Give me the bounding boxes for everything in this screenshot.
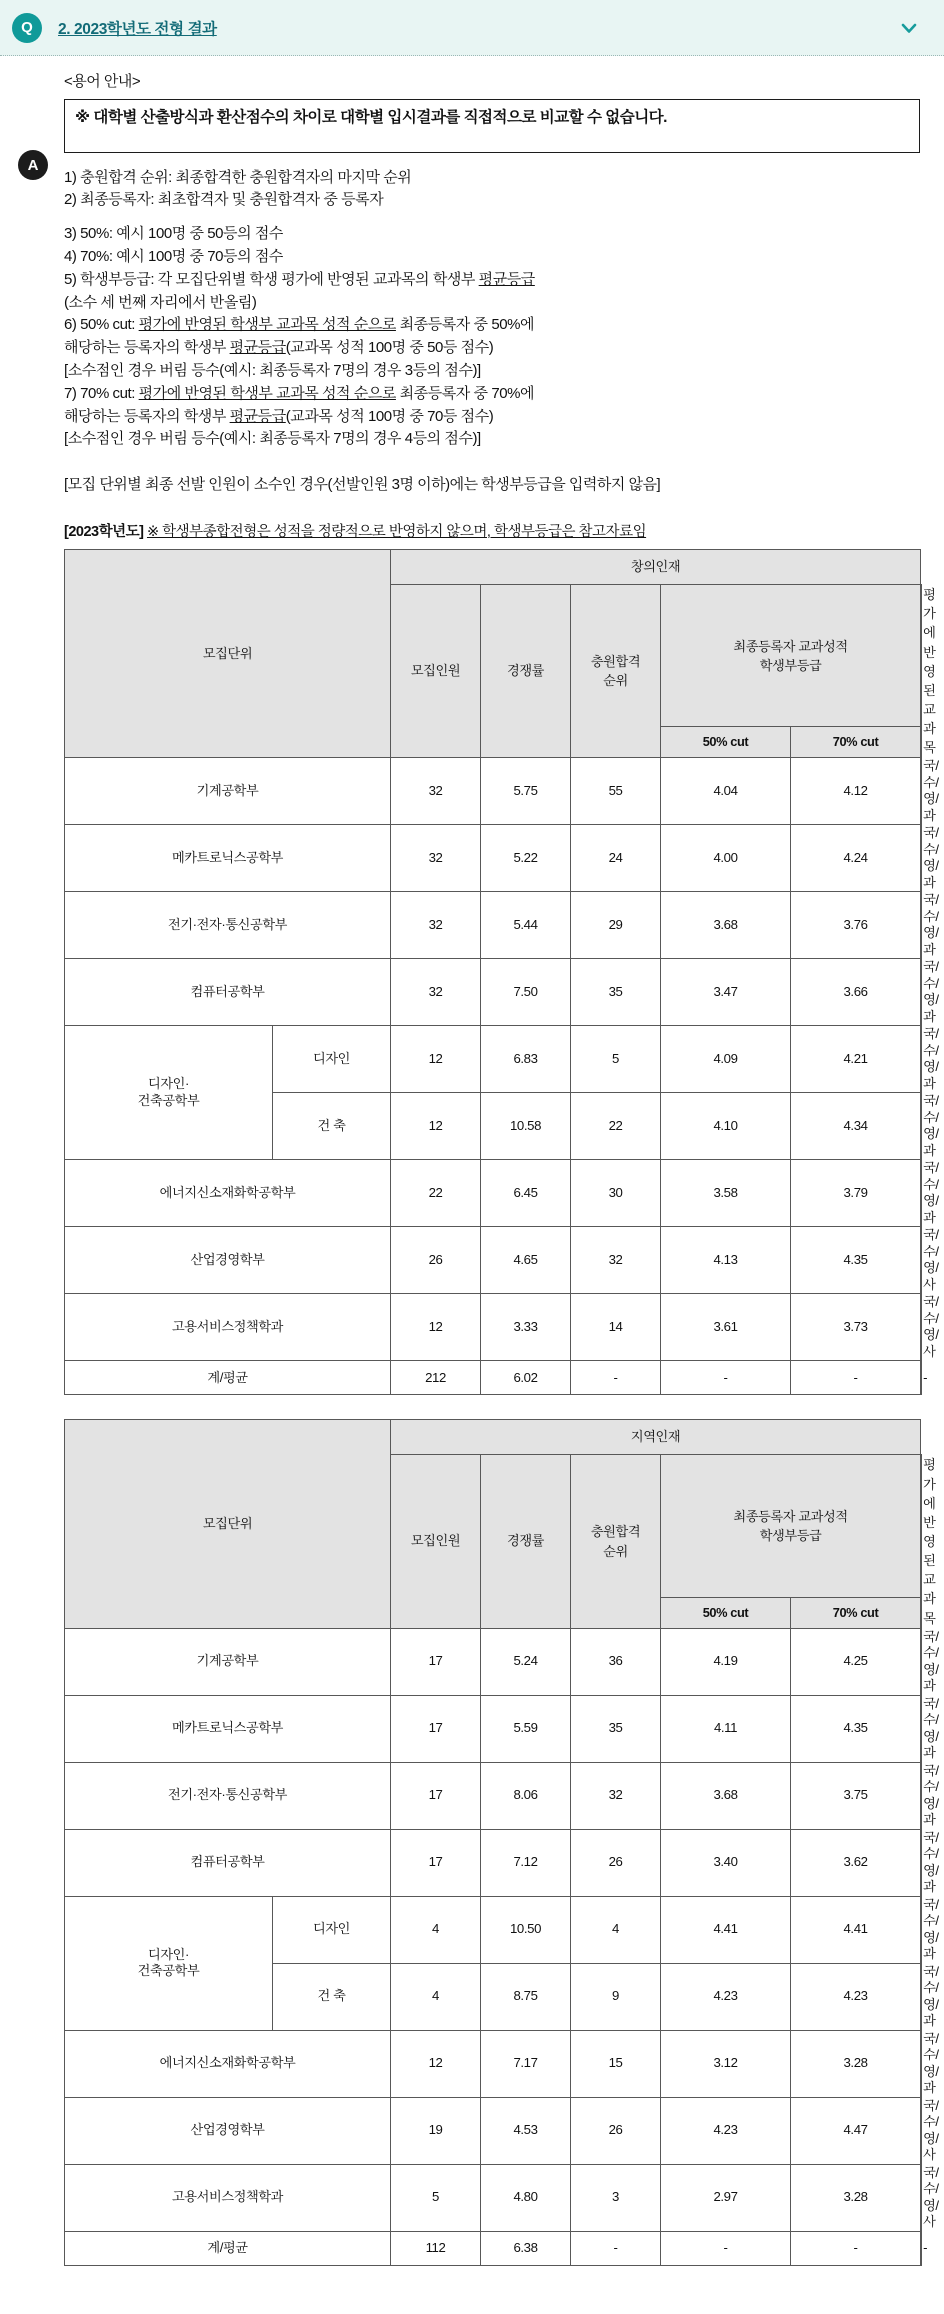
header-waitlist-rank: 충원합격 순위 (571, 585, 661, 758)
table-total-row (65, 1361, 922, 1395)
cell-subjects: 국/수/영/사 (923, 1294, 939, 1359)
definition-7-cont (64, 406, 920, 429)
cell-quota: 4 (391, 1963, 481, 2030)
header-track-name: 창의인재 (391, 550, 921, 585)
cell-competition: 4.53 (481, 2097, 571, 2164)
definition-7-prefix: 7) 70% cut: (64, 384, 139, 402)
table-body (65, 758, 939, 1395)
definition-item-7 (64, 383, 920, 406)
cell-cut50: 3.40 (661, 1829, 791, 1896)
cell-competition: 10.58 (481, 1093, 571, 1160)
header-final-grade: 최종등록자 교과성적 학생부등급 (661, 585, 921, 727)
cell-cut70: 4.23 (791, 1963, 921, 2030)
unit-name-merged: 디자인· 건축공학부 (65, 1026, 273, 1160)
table-row (65, 2097, 922, 2164)
unit-sub-name: 디자인 (273, 1896, 391, 1963)
cell-cut50: 3.61 (661, 1294, 791, 1361)
table-row (65, 1896, 922, 1963)
cell-subjects: 국/수/영/사 (923, 2097, 939, 2163)
unit-name: 메카트로닉스공학부 (65, 825, 391, 892)
cell-subjects: 국/수/영/사 (923, 1227, 939, 1292)
total-subjects: - (923, 1369, 928, 1385)
unit-name: 기계공학부 (65, 758, 391, 825)
cell-competition: 10.50 (481, 1896, 571, 1963)
small-cohort-note: [모집 단위별 최종 선발 인원이 소수인 경우(선발인원 3명 이하)에는 학생부등급을 입력하지 않음] (64, 476, 661, 494)
unit-name: 기계공학부 (65, 1628, 391, 1695)
cell-subjects: 국/수/영/과 (923, 825, 939, 890)
accordion-body (0, 56, 944, 2314)
total-waitlist-rank: - (571, 2231, 661, 2265)
definition-6-prefix: 6) 50% cut: (64, 316, 139, 334)
cell-cut70: 4.47 (791, 2097, 921, 2164)
cell-competition: 4.80 (481, 2164, 571, 2231)
header-track-name: 지역인재 (391, 1420, 921, 1455)
header-competition: 경쟁률 (481, 585, 571, 758)
definition-5-cont: (소수 세 번째 자리에서 반올림) (64, 293, 257, 311)
unit-sub-name: 건 축 (273, 1093, 391, 1160)
definition-6-example: [소수점인 경우 버림 등수(예시: 최종등록자 7명의 경우 3등의 점수)] (64, 361, 481, 379)
definition-6-suffix: 최종등록자 중 50%에 (395, 316, 535, 334)
cell-subjects: 국/수/영/과 (923, 1026, 939, 1091)
chevron-down-icon[interactable] (896, 15, 922, 41)
table-body (65, 1628, 939, 2265)
header-cut50: 50% cut (661, 1597, 791, 1628)
cell-cut50: 3.58 (661, 1160, 791, 1227)
total-label: 계/평균 (65, 2231, 391, 2265)
cell-cut50: 4.41 (661, 1896, 791, 1963)
cell-quota: 4 (391, 1896, 481, 1963)
table-row (65, 1294, 922, 1361)
cell-cut50: 3.12 (661, 2030, 791, 2097)
cell-competition: 8.75 (481, 1963, 571, 2030)
definition-item-6 (64, 314, 920, 337)
cell-quota: 26 (391, 1227, 481, 1294)
unit-name: 에너지신소재화학공학부 (65, 1160, 391, 1227)
results-table-창의인재 (64, 549, 939, 1395)
definition-item-2: 2) 최종등록자: 최초합격자 및 충원합격자 중 등록자 (64, 191, 384, 209)
cell-cut70: 4.35 (791, 1227, 921, 1294)
cell-cut70: 4.35 (791, 1695, 921, 1762)
header-unit: 모집단위 (65, 550, 391, 758)
cell-quota: 17 (391, 1628, 481, 1695)
cell-waitlist-rank: 3 (571, 2164, 661, 2231)
cell-competition: 7.12 (481, 1829, 571, 1896)
definition-7-cont-a: 해당하는 등록자의 학생부 (64, 407, 230, 425)
unit-name-merged: 디자인· 건축공학부 (65, 1896, 273, 2030)
cell-quota: 5 (391, 2164, 481, 2231)
cell-cut50: 4.04 (661, 758, 791, 825)
cell-cut70: 4.21 (791, 1026, 921, 1093)
header-cut70: 70% cut (791, 727, 921, 758)
comparison-notice-box (64, 99, 920, 153)
cell-waitlist-rank: 22 (571, 1093, 661, 1160)
cell-cut70: 3.76 (791, 892, 921, 959)
definition-6-cont-b: (교과목 성적 100명 중 50등 점수) (285, 339, 494, 357)
definition-5-underline: 평균등급 (478, 270, 535, 288)
cell-quota: 32 (391, 758, 481, 825)
header-quota: 모집인원 (391, 1455, 481, 1628)
definition-item-1: 1) 충원합격 순위: 최종합격한 충원합격자의 마지막 순위 (64, 168, 412, 186)
cell-competition: 5.59 (481, 1695, 571, 1762)
cell-quota: 17 (391, 1762, 481, 1829)
cell-cut70: 3.28 (791, 2030, 921, 2097)
cell-cut70: 4.41 (791, 1896, 921, 1963)
definition-item-3: 3) 50%: 예시 100명 중 50등의 점수 (64, 225, 283, 243)
cell-waitlist-rank: 29 (571, 892, 661, 959)
accordion-header[interactable] (0, 0, 944, 56)
cell-subjects: 국/수/영/과 (923, 1896, 939, 1962)
section-heading (64, 520, 920, 541)
cell-quota: 17 (391, 1695, 481, 1762)
comparison-notice-text: ※ 대학별 산출방식과 환산점수의 차이로 대학별 입시결과를 직접적으로 비교할 수 없습니다. (75, 109, 667, 126)
cell-waitlist-rank: 26 (571, 1829, 661, 1896)
cell-cut50: 3.68 (661, 1762, 791, 1829)
cell-waitlist-rank: 9 (571, 1963, 661, 2030)
header-cut50: 50% cut (661, 727, 791, 758)
cell-cut70: 4.12 (791, 758, 921, 825)
cell-cut50: 4.13 (661, 1227, 791, 1294)
cell-waitlist-rank: 30 (571, 1160, 661, 1227)
definition-6-cont (64, 337, 920, 360)
answer-badge: A (18, 150, 48, 180)
cell-quota: 17 (391, 1829, 481, 1896)
unit-name: 메카트로닉스공학부 (65, 1695, 391, 1762)
header-final-grade: 최종등록자 교과성적 학생부등급 (661, 1455, 921, 1597)
header-waitlist-rank: 충원합격 순위 (571, 1455, 661, 1628)
header-cut70: 70% cut (791, 1597, 921, 1628)
unit-name: 에너지신소재화학공학부 (65, 2030, 391, 2097)
table-row (65, 1026, 922, 1093)
total-label: 계/평균 (65, 1361, 391, 1395)
definition-6-cont-a: 해당하는 등록자의 학생부 (64, 339, 230, 357)
cell-competition: 7.50 (481, 959, 571, 1026)
total-cut50: - (661, 2231, 791, 2265)
cell-quota: 12 (391, 1294, 481, 1361)
cell-competition: 5.22 (481, 825, 571, 892)
unit-name: 산업경영학부 (65, 1227, 391, 1294)
table-row (65, 758, 922, 825)
section-year-label: [2023학년도] (64, 524, 144, 541)
cell-waitlist-rank: 35 (571, 959, 661, 1026)
cell-cut50: 3.68 (661, 892, 791, 959)
cell-subjects: 국/수/영/과 (923, 1628, 939, 1694)
total-quota: 112 (391, 2231, 481, 2265)
cell-subjects: 국/수/영/과 (923, 1963, 939, 2029)
cell-waitlist-rank: 15 (571, 2030, 661, 2097)
cell-waitlist-rank: 55 (571, 758, 661, 825)
table-row (65, 1695, 922, 1762)
cell-cut50: 4.23 (661, 1963, 791, 2030)
terms-guide-label: <용어 안내> (64, 73, 141, 90)
cell-cut50: 4.11 (661, 1695, 791, 1762)
total-subjects: - (923, 2239, 928, 2255)
cell-quota: 12 (391, 2030, 481, 2097)
cell-waitlist-rank: 26 (571, 2097, 661, 2164)
total-quota: 212 (391, 1361, 481, 1395)
cell-competition: 5.75 (481, 758, 571, 825)
cell-cut70: 3.75 (791, 1762, 921, 1829)
definition-7-underline: 평가에 반영된 학생부 교과목 성적 순으로 (138, 384, 396, 402)
definition-6-cont-underline: 평균등급 (229, 339, 286, 357)
total-cut70: - (791, 1361, 921, 1395)
cell-waitlist-rank: 5 (571, 1026, 661, 1093)
unit-sub-name: 디자인 (273, 1026, 391, 1093)
unit-sub-name: 건 축 (273, 1963, 391, 2030)
definition-5-text: 5) 학생부등급: 각 모집단위별 학생 평가에 반영된 교과목의 학생부 (64, 270, 479, 288)
table-row (65, 892, 922, 959)
definition-item-5 (64, 269, 920, 292)
cell-cut70: 3.66 (791, 959, 921, 1026)
cell-quota: 12 (391, 1093, 481, 1160)
results-tables-container (64, 549, 939, 2266)
cell-quota: 12 (391, 1026, 481, 1093)
cell-subjects: 국/수/영/사 (923, 2164, 939, 2230)
cell-cut50: 4.19 (661, 1628, 791, 1695)
cell-subjects: 국/수/영/과 (923, 2030, 939, 2096)
cell-cut50: 4.23 (661, 2097, 791, 2164)
cell-cut50: 3.47 (661, 959, 791, 1026)
unit-name: 산업경영학부 (65, 2097, 391, 2164)
cell-competition: 7.17 (481, 2030, 571, 2097)
results-table-지역인재 (64, 1419, 939, 2265)
table-head (65, 550, 936, 758)
cell-cut50: 2.97 (661, 2164, 791, 2231)
cell-cut70: 3.79 (791, 1160, 921, 1227)
cell-competition: 3.33 (481, 1294, 571, 1361)
cell-quota: 32 (391, 892, 481, 959)
header-competition: 경쟁률 (481, 1455, 571, 1628)
cell-waitlist-rank: 24 (571, 825, 661, 892)
cell-competition: 5.44 (481, 892, 571, 959)
table-row (65, 1762, 922, 1829)
definition-item-4: 4) 70%: 예시 100명 중 70등의 점수 (64, 247, 283, 265)
table-row (65, 2164, 922, 2231)
answer-content (64, 70, 939, 2266)
page-title[interactable]: 2. 2023학년도 전형 결과 (58, 20, 217, 38)
cell-subjects: 국/수/영/과 (923, 1160, 939, 1225)
cell-quota: 32 (391, 959, 481, 1026)
definition-7-example: [소수점인 경우 버림 등수(예시: 최종등록자 7명의 경우 4등의 점수)] (64, 430, 481, 448)
cell-subjects: 국/수/영/과 (923, 758, 939, 823)
definition-7-cont-b: (교과목 성적 100명 중 70등 점수) (285, 407, 494, 425)
definition-list (64, 167, 920, 452)
cell-waitlist-rank: 35 (571, 1695, 661, 1762)
cell-cut70: 3.62 (791, 1829, 921, 1896)
header-row-track (65, 550, 922, 585)
table-head (65, 1420, 936, 1628)
unit-name: 전기·전자·통신공학부 (65, 892, 391, 959)
cell-waitlist-rank: 32 (571, 1762, 661, 1829)
cell-subjects: 국/수/영/과 (923, 1093, 939, 1158)
total-cut50: - (661, 1361, 791, 1395)
total-competition: 6.38 (481, 2231, 571, 2265)
unit-name: 컴퓨터공학부 (65, 959, 391, 1026)
header-reflected-subjects: 평가에 반영된 교과목 (923, 587, 936, 756)
cell-waitlist-rank: 36 (571, 1628, 661, 1695)
header-reflected-subjects: 평가에 반영된 교과목 (923, 1457, 936, 1626)
definition-6-underline: 평가에 반영된 학생부 교과목 성적 순으로 (138, 316, 396, 334)
total-competition: 6.02 (481, 1361, 571, 1395)
table-row (65, 2030, 922, 2097)
table-row (65, 1227, 922, 1294)
unit-name: 전기·전자·통신공학부 (65, 1762, 391, 1829)
question-badge: Q (12, 13, 42, 43)
cell-quota: 22 (391, 1160, 481, 1227)
cell-cut50: 4.09 (661, 1026, 791, 1093)
section-note-label: ※ 학생부종합전형은 성적을 정량적으로 반영하지 않으며, 학생부등급은 참고자료임 (146, 524, 647, 541)
unit-name: 고용서비스정책학과 (65, 2164, 391, 2231)
cell-subjects: 국/수/영/과 (923, 959, 939, 1024)
total-cut70: - (791, 2231, 921, 2265)
cell-waitlist-rank: 4 (571, 1896, 661, 1963)
cell-cut70: 3.73 (791, 1294, 921, 1361)
total-waitlist-rank: - (571, 1361, 661, 1395)
note-spacer (64, 451, 920, 473)
unit-name: 컴퓨터공학부 (65, 1829, 391, 1896)
definition-7-cont-underline: 평균등급 (229, 407, 286, 425)
cell-waitlist-rank: 14 (571, 1294, 661, 1361)
cell-subjects: 국/수/영/과 (923, 1762, 939, 1828)
cell-quota: 32 (391, 825, 481, 892)
cell-subjects: 국/수/영/과 (923, 1695, 939, 1761)
cell-cut70: 3.28 (791, 2164, 921, 2231)
cell-subjects: 국/수/영/과 (923, 1829, 939, 1895)
table-row (65, 1829, 922, 1896)
table-row (65, 959, 922, 1026)
definition-7-suffix: 최종등록자 중 70%에 (395, 384, 535, 402)
definition-spacer (64, 212, 920, 223)
header-unit: 모집단위 (65, 1420, 391, 1628)
table-row (65, 1160, 922, 1227)
answer-badge-wrap (18, 150, 48, 180)
cell-competition: 8.06 (481, 1762, 571, 1829)
table-row (65, 1628, 922, 1695)
cell-competition: 6.45 (481, 1160, 571, 1227)
cell-quota: 19 (391, 2097, 481, 2164)
table-row (65, 825, 922, 892)
table-total-row (65, 2231, 922, 2265)
unit-name: 고용서비스정책학과 (65, 1294, 391, 1361)
cell-cut50: 4.00 (661, 825, 791, 892)
cell-subjects: 국/수/영/과 (923, 892, 939, 957)
header-row-track (65, 1420, 922, 1455)
cell-waitlist-rank: 32 (571, 1227, 661, 1294)
header-quota: 모집인원 (391, 585, 481, 758)
cell-competition: 4.65 (481, 1227, 571, 1294)
cell-cut70: 4.25 (791, 1628, 921, 1695)
cell-cut70: 4.24 (791, 825, 921, 892)
cell-cut70: 4.34 (791, 1093, 921, 1160)
cell-competition: 5.24 (481, 1628, 571, 1695)
cell-competition: 6.83 (481, 1026, 571, 1093)
cell-cut50: 4.10 (661, 1093, 791, 1160)
